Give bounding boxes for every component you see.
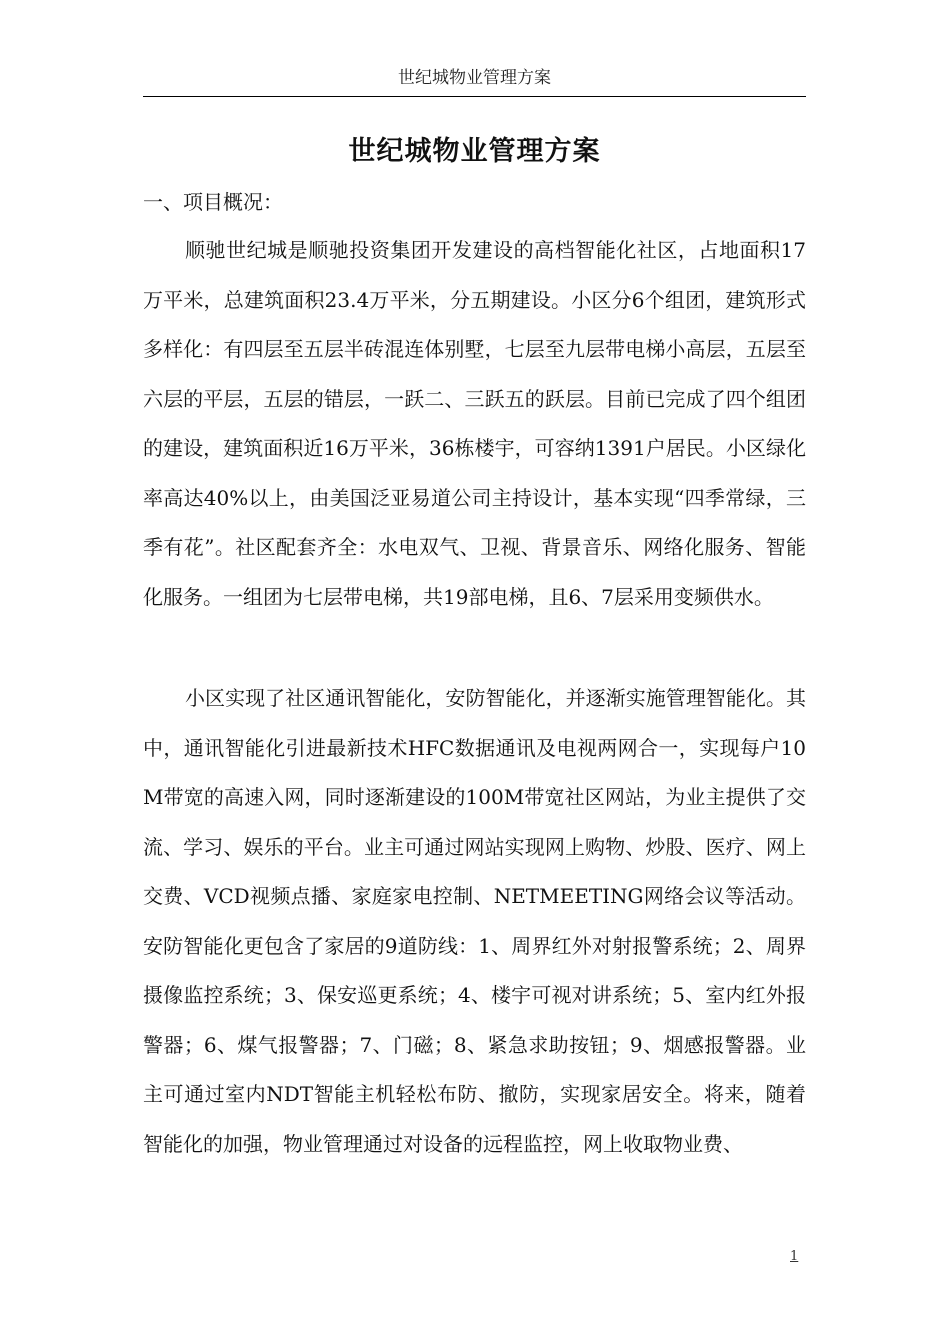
page-number: 1: [790, 1249, 799, 1264]
document-title: 世纪城物业管理方案: [348, 136, 601, 167]
body-paragraph: 顺驰世纪城是顺驰投资集团开发建设的高档智能化社区，占地面积17万平米，总建筑面积23.4万平米，分五期建设。小区分6个组团，建筑形式多样化：有四层至五层半砖混连体别墅，七层至九层带电梯小高层，五层至六层的平层，五层的错层，一跃二、三跃五的跃层。目前已完成了四个组团的建设，建筑面积近16万平米，36栋楼宇，可容纳1391户居民。小区绿化率高达40%以上，由美国泛亚易道公司主持设计，基本实现“四季常绿，三季有花”。社区配套齐全：水电双气、卫视、背景音乐、网络化服务、智能化服务。一组团为七层带电梯，共19部电梯，且6、7层采用变频供水。: [143, 238, 806, 609]
header-divider: [143, 96, 806, 97]
page-header: 世纪城物业管理方案: [398, 68, 551, 88]
body-paragraph: 小区实现了社区通讯智能化，安防智能化，并逐渐实施管理智能化。其中，通讯智能化引进最新技术HFC数据通讯及电视两网合一，实现每户10M带宽的高速入网，同时逐渐建设的100M带宽社区网站，为业主提供了交流、学习、娱乐的平台。业主可通过网站实现网上购物、炒股、医疗、网上交费、VCD视频点播、家庭家电控制、NETMEETING网络会议等活动。安防智能化更包含了家居的9道防线：1、周界红外对射报警系统；2、周界摄像监控系统；3、保安巡更系统；4、楼宇可视对讲系统；5、室内红外报警器；6、煤气报警器；7、门磁；8、紧急求助按钮；9、烟感报警器。业主可通过室内NDT智能主机轻松布防、撤防，实现家居安全。将来，随着智能化的加强，物业管理通过对设备的远程监控，网上收取物业费、: [143, 686, 806, 1156]
section-heading: 一、项目概况：: [143, 190, 283, 214]
